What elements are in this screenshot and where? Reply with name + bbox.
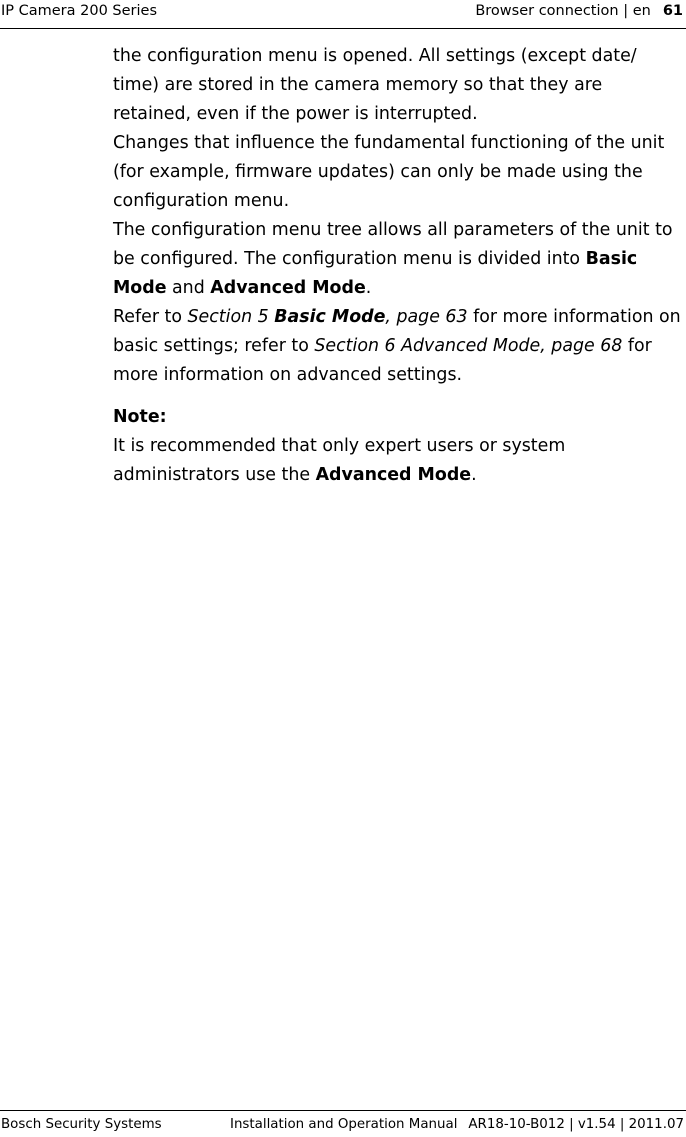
advanced-mode-reference-link[interactable]: Section 6 Advanced Mode, page 68 bbox=[314, 336, 623, 356]
note-advanced-mode-term: Advanced Mode bbox=[315, 465, 472, 485]
header-section bbox=[475, 3, 683, 19]
footer-company: Bosch Security Systems bbox=[1, 1117, 162, 1132]
basic-mode-reference-page: , page 63 bbox=[385, 307, 468, 327]
menu-tree-text-end: . bbox=[365, 278, 372, 298]
paragraph-menu-tree bbox=[113, 216, 683, 303]
page-number: 61 bbox=[662, 3, 683, 19]
paragraph-references bbox=[113, 303, 683, 390]
footer-document-id: AR18-10-B012 | v1.54 | 2011.07 bbox=[468, 1117, 684, 1132]
paragraph-settings-storage: the configuration menu is opened. All settings (except date/ time) are stored in the camera memory so that they are retained, even if the power is interrupted. bbox=[113, 46, 637, 124]
menu-tree-text: The configuration menu tree allows all parameters of the unit to be configured. The configuration menu is divided into bbox=[113, 220, 673, 269]
header-product-name: IP Camera 200 Series bbox=[1, 3, 158, 19]
menu-tree-text-and: and bbox=[166, 278, 211, 298]
basic-mode-reference-section: Section 5 bbox=[187, 307, 275, 327]
note-label bbox=[113, 403, 683, 432]
paragraph-firmware-changes: Changes that influence the fundamental functioning of the unit (for example, firmware updates) can only be made using the configuration menu. bbox=[113, 133, 665, 211]
header-section-title: Browser connection | en bbox=[475, 3, 651, 19]
note-text-end: . bbox=[471, 465, 477, 485]
note-text-body: It is recommended that only expert users or system administrators use the bbox=[113, 436, 566, 485]
basic-mode-reference-title: Basic Mode bbox=[274, 307, 386, 327]
advanced-mode-term: Advanced Mode bbox=[210, 278, 366, 298]
basic-mode-reference-link[interactable] bbox=[188, 307, 468, 327]
refer-text-end: for more information on advanced settings. bbox=[113, 336, 652, 385]
page-header bbox=[0, 0, 686, 29]
basic-mode-term: Basic Mode bbox=[113, 249, 638, 298]
page-footer bbox=[0, 1110, 686, 1137]
note-block bbox=[113, 403, 683, 490]
refer-text-middle: for more information on basic settings; refer to bbox=[113, 307, 681, 356]
note-text bbox=[113, 432, 683, 490]
refer-text: Refer to bbox=[113, 307, 188, 327]
body-content bbox=[113, 42, 683, 490]
footer-manual-title: Installation and Operation Manual bbox=[230, 1117, 458, 1132]
note-label-text: Note: bbox=[113, 407, 167, 427]
